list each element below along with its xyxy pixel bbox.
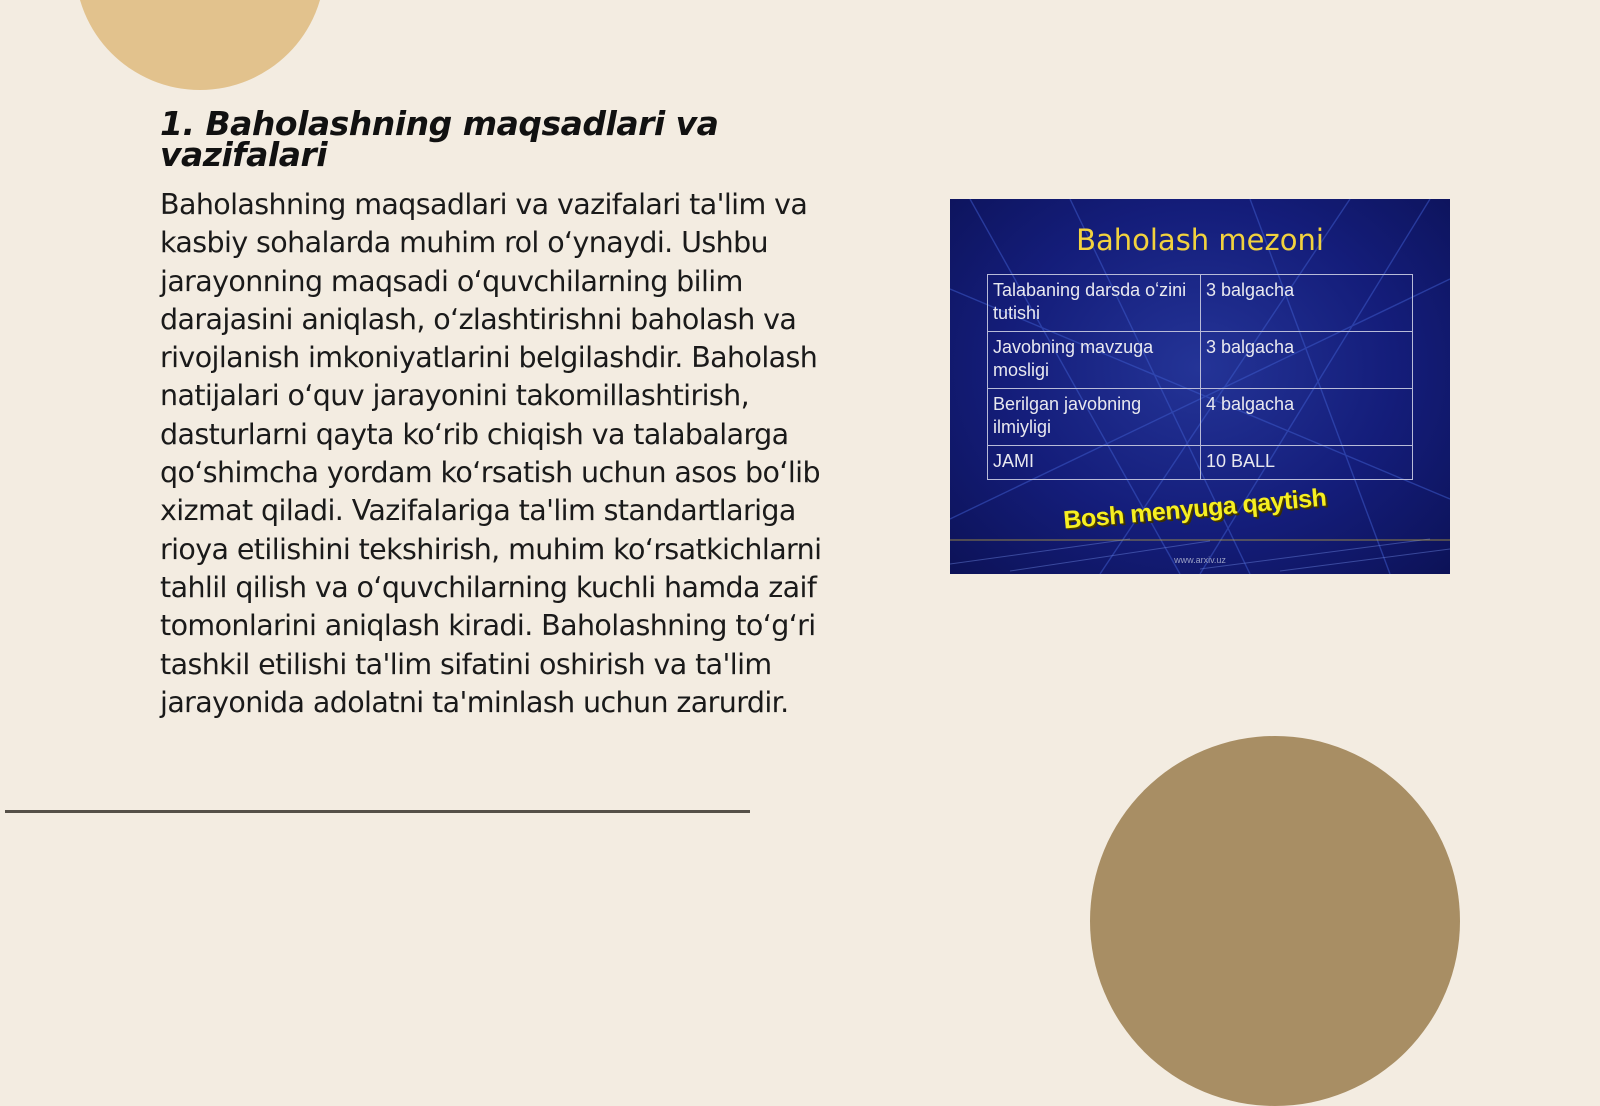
site-watermark: www.arxiv.uz [1174,555,1226,565]
image-title: Baholash mezoni [1076,223,1324,257]
criteria-table [987,274,1413,480]
decorative-circle-bottom [1090,736,1460,1106]
table-row [988,446,1413,480]
criterion-cell: Javobning mavzuga mosligi [988,332,1201,389]
score-cell: 4 balgacha [1201,389,1413,446]
score-cell: 3 balgacha [1201,332,1413,389]
table-row [988,332,1413,389]
score-cell: 10 BALL [1201,446,1413,480]
table-row [988,275,1413,332]
table-row [988,389,1413,446]
decorative-circle-top [75,0,325,90]
divider-line [5,810,750,813]
criterion-cell: JAMI [988,446,1201,480]
criterion-cell: Berilgan javobning ilmiyligi [988,389,1201,446]
criterion-cell: Talabaning darsda oʻzini tutishi [988,275,1201,332]
embedded-slide-image [950,199,1450,574]
back-to-menu-button[interactable]: Bosh menyuga qaytish [1062,483,1328,535]
slide-body-text: Baholashning maqsadlari va vazifalari ta'lim va kasbiy sohalarda muhim rol oʻynaydi. Ushbu jarayonning maqsadi oʻquvchilarning bilim darajasini aniqlash, oʻzlashtirishni baholash va rivojlanish imkoniyatlarini belgilashdir. Baholash natijalari oʻquv jarayonini takomillashtirish, dasturlarni qayta koʻrib chiqish va talabalarga qoʻshimcha yordam koʻrsatish uchun asos boʻlib xizmat qiladi. Vazifalariga ta'lim standartlariga rioya etilishini tekshirish, muhim koʻrsatkichlarni tahlil qilish va oʻquvchilarning kuchli hamda zaif tomonlarini aniqlash kiradi. Baholashning toʻgʻri tashkil etilishi ta'lim sifatini oshirish va ta'lim jarayonida adolatni ta'minlash uchun zarurdir. [160,188,822,719]
slide-title: 1. Baholashning maqsadlari va vazifalari [160,104,719,174]
score-cell: 3 balgacha [1201,275,1413,332]
